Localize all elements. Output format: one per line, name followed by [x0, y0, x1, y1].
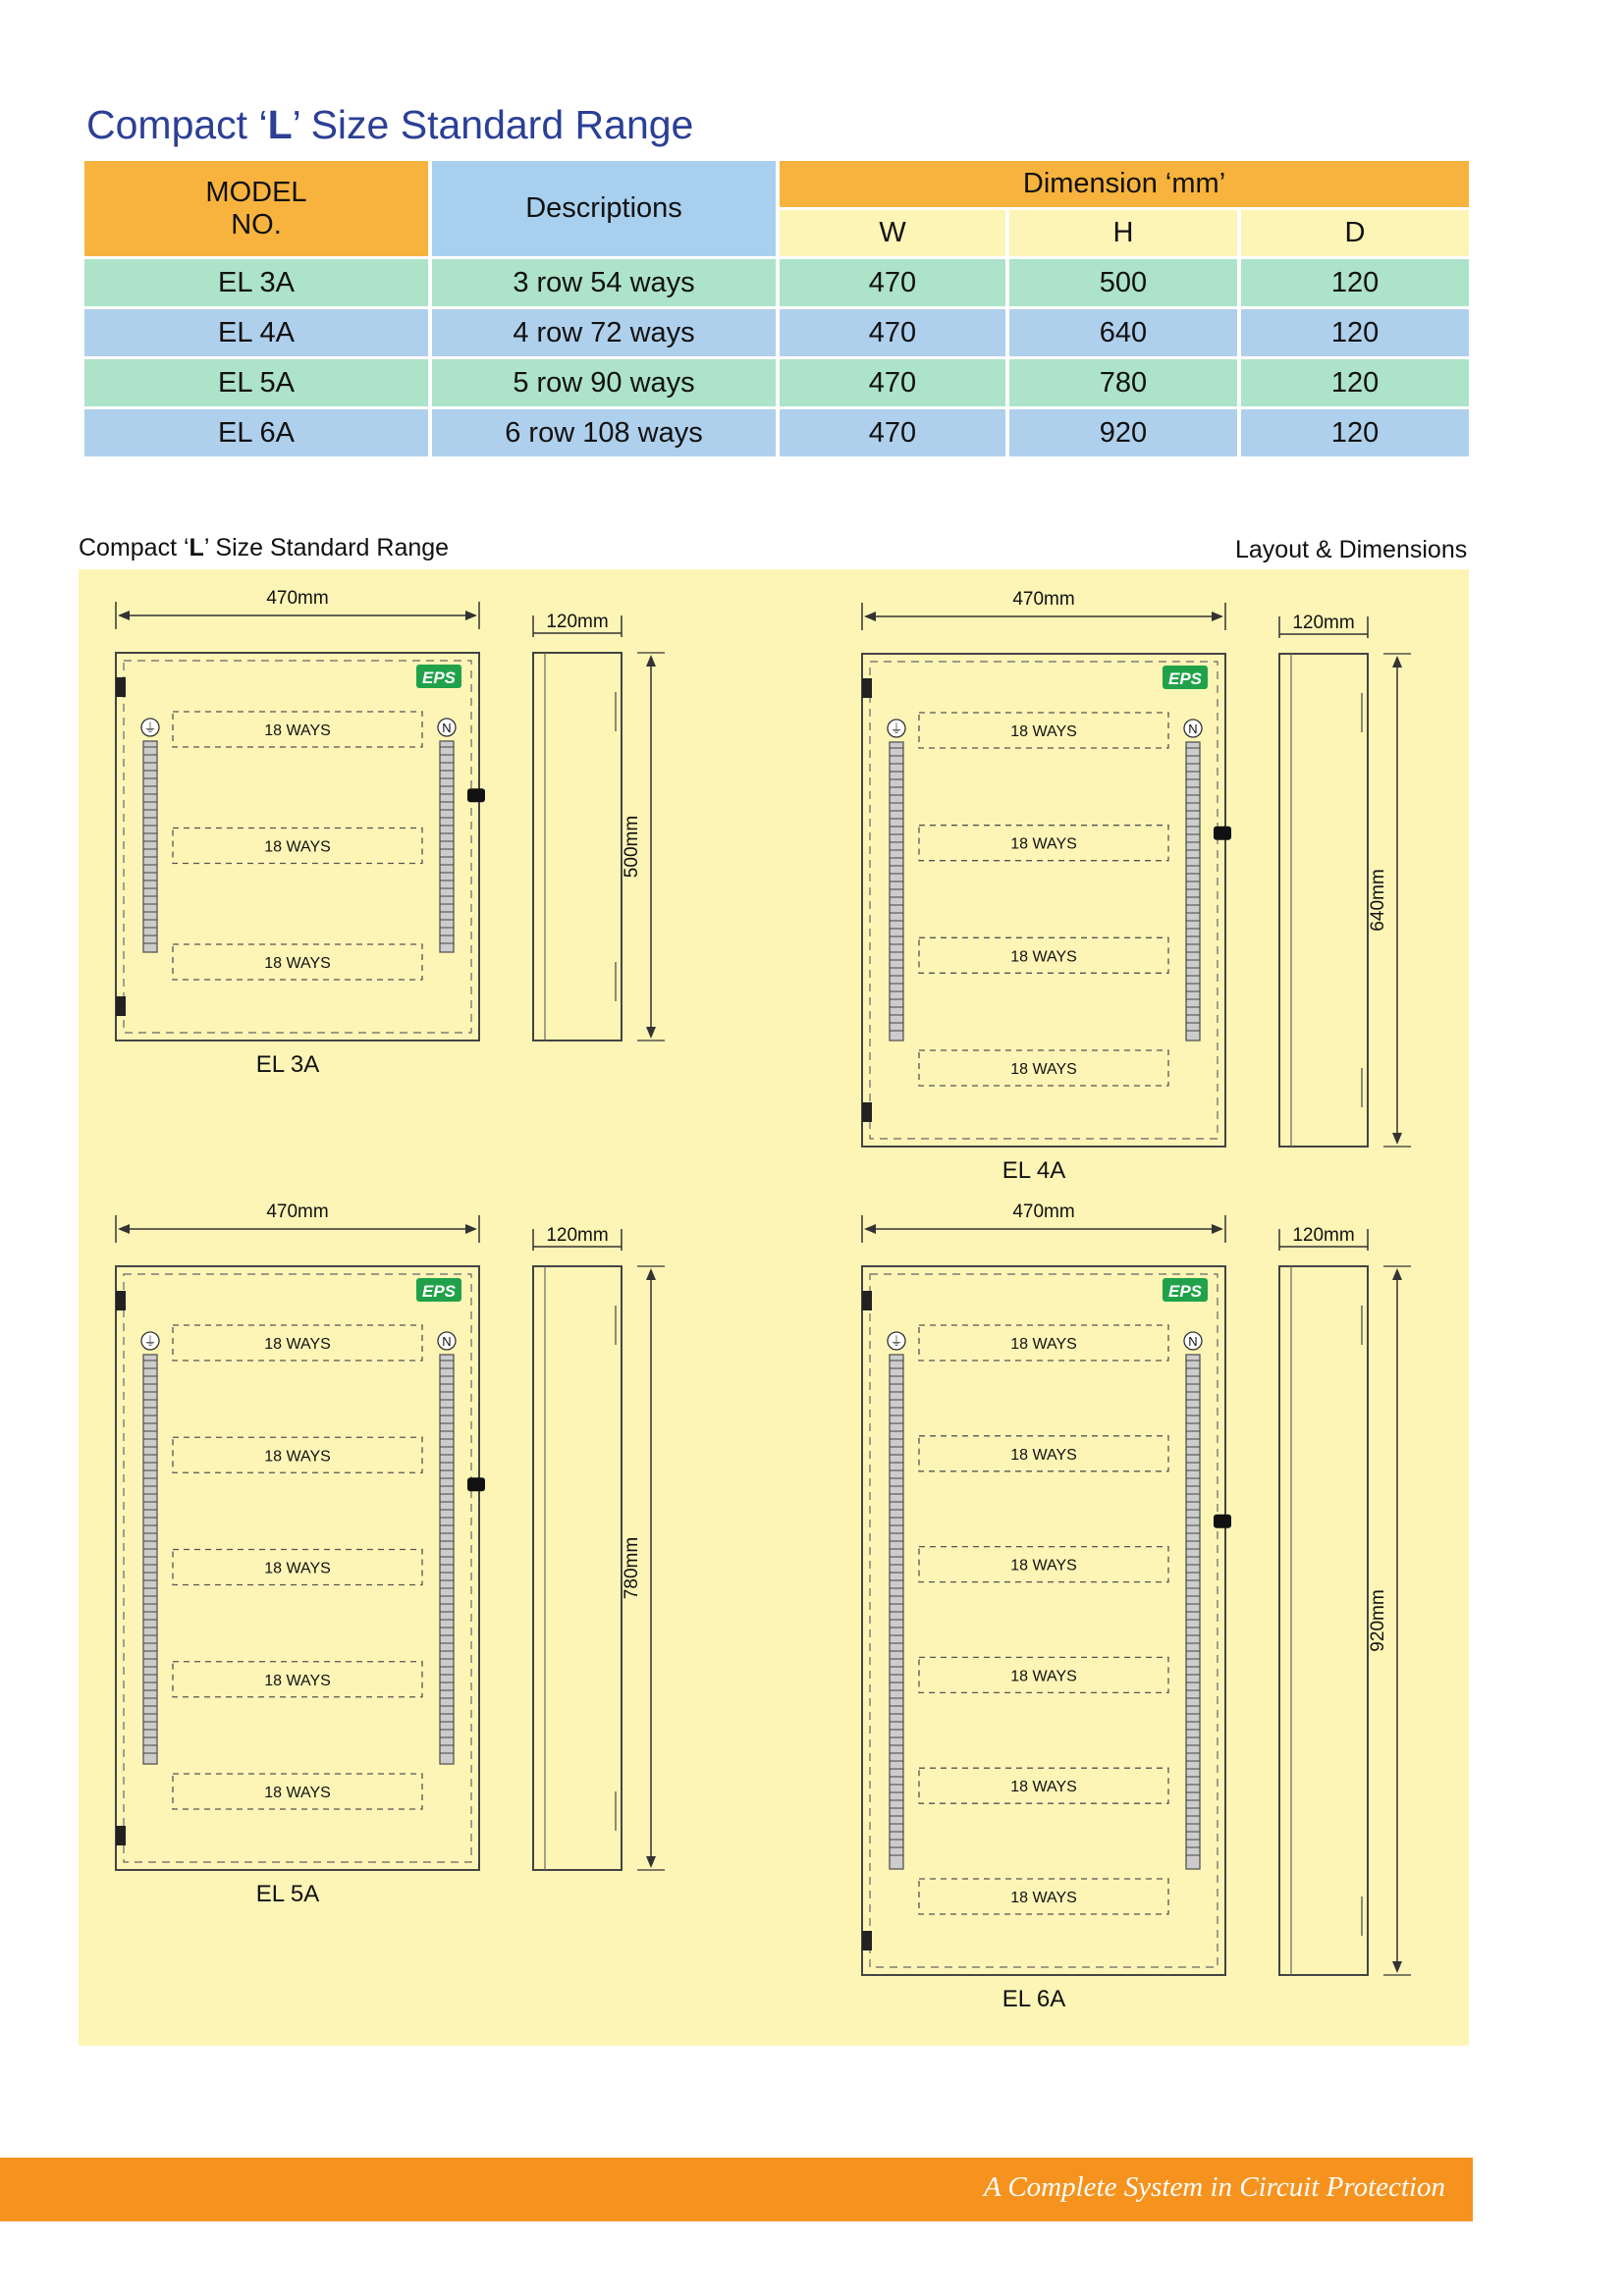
row-label: 18 WAYS [264, 1448, 331, 1466]
row-label: 18 WAYS [1010, 1668, 1077, 1685]
cell-w: 470 [780, 359, 1005, 406]
inner-frame [870, 1274, 1218, 1967]
drawing-el-3a [116, 588, 665, 1078]
row-label: 18 WAYS [1010, 1061, 1077, 1078]
row-label: 18 WAYS [264, 1336, 331, 1353]
cell-h: 500 [1009, 259, 1237, 306]
row-label: 18 WAYS [1010, 1446, 1077, 1464]
side-outline [533, 1266, 622, 1870]
side-outline [1279, 654, 1368, 1147]
hinge [116, 677, 126, 697]
drawing-el-4a [862, 589, 1411, 1184]
hinge [116, 1291, 126, 1310]
side-outline [1279, 1266, 1368, 1975]
arrow-head [646, 655, 656, 667]
header-model-line: MODEL [205, 176, 307, 208]
footer-tagline: A Complete System in Circuit Protection [983, 2171, 1445, 2203]
cell-d: 120 [1241, 309, 1469, 356]
side-view [533, 612, 665, 1041]
height-label: 500mm [622, 815, 642, 879]
cell-d: 120 [1241, 259, 1469, 306]
eps-logo [1163, 666, 1208, 689]
row-label: 18 WAYS [1010, 1779, 1077, 1796]
terminal-bar-body [440, 1355, 454, 1764]
table-row [84, 309, 1469, 356]
width-label: 470mm [266, 588, 329, 609]
row-label: 18 WAYS [264, 1672, 331, 1689]
arrow-head [1212, 1224, 1223, 1234]
arrow-head [646, 1027, 656, 1039]
model-label: EL 3A [255, 1051, 320, 1078]
hinge [116, 996, 126, 1016]
width-label: 470mm [1012, 589, 1075, 610]
row-label: 18 WAYS [1010, 1557, 1077, 1575]
side-view [533, 1225, 665, 1870]
header-w: W [780, 210, 1005, 256]
hinge [862, 1102, 872, 1122]
row-label: 18 WAYS [264, 838, 331, 856]
row-label: 18 WAYS [264, 955, 331, 972]
depth-label: 120mm [1292, 1225, 1355, 1246]
lock-icon [467, 1477, 485, 1491]
logo-text: EPS [1167, 669, 1203, 688]
model-label: EL 4A [1001, 1157, 1066, 1184]
earth-symbol: ⏚ [143, 721, 157, 735]
cell-model: EL 3A [84, 259, 428, 306]
table-row [84, 409, 1469, 456]
logo-text: EPS [421, 1282, 457, 1301]
neutral-symbol: N [1188, 721, 1198, 736]
row-label: 18 WAYS [264, 722, 331, 739]
header-model-no [84, 161, 428, 256]
hinge [862, 1291, 872, 1310]
cell-description: 6 row 108 ways [432, 409, 776, 456]
neutral-terminal-bar [1184, 720, 1202, 1041]
row-label: 18 WAYS [1010, 1336, 1077, 1353]
cell-model: EL 4A [84, 309, 428, 356]
section-caption [79, 534, 449, 562]
terminal-bar-body [143, 1355, 157, 1764]
cell-h: 920 [1009, 409, 1237, 456]
eps-logo [1163, 1278, 1208, 1302]
width-label: 470mm [266, 1201, 329, 1222]
earth-symbol: ⏚ [890, 1334, 903, 1349]
arrow-head [1392, 1268, 1402, 1280]
cell-h: 640 [1009, 309, 1237, 356]
arrow-head [118, 1224, 130, 1234]
specification-table [81, 158, 1473, 459]
earth-terminal-bar [888, 720, 905, 1041]
enclosure-outline [862, 1266, 1225, 1975]
hinge [862, 678, 872, 698]
earth-terminal-bar [141, 1332, 159, 1764]
arrow-head [1212, 612, 1223, 621]
neutral-terminal-bar [438, 719, 456, 952]
logo-text: EPS [421, 668, 457, 687]
table-row [84, 359, 1469, 406]
header-descriptions: Descriptions [432, 161, 776, 256]
earth-symbol: ⏚ [143, 1334, 157, 1349]
cell-description: 4 row 72 ways [432, 309, 776, 356]
lock-icon [1214, 827, 1231, 840]
eps-logo [416, 665, 461, 688]
depth-label: 120mm [546, 1225, 609, 1246]
footer-band [0, 2158, 1473, 2221]
hinge [116, 1826, 126, 1845]
title-bold-letter: L [267, 102, 293, 147]
arrow-head [646, 1856, 656, 1868]
page-title [86, 102, 693, 148]
model-label: EL 5A [255, 1881, 320, 1907]
layout-dimensions-label: Layout & Dimensions [1235, 536, 1468, 563]
title-part: ’ Size Standard Range [292, 102, 694, 147]
lock-icon [1214, 1515, 1231, 1528]
lock-icon [467, 788, 485, 802]
arrow-head [646, 1268, 656, 1280]
arrow-head [1392, 1961, 1402, 1973]
height-label: 780mm [622, 1536, 642, 1600]
side-view [1279, 613, 1411, 1147]
earth-symbol: ⏚ [890, 721, 903, 736]
drawing-area [79, 569, 1469, 2046]
arrow-head [1392, 656, 1402, 667]
cell-d: 120 [1241, 409, 1469, 456]
cell-model: EL 6A [84, 409, 428, 456]
logo-text: EPS [1167, 1282, 1203, 1301]
arrow-head [118, 611, 130, 620]
header-h: H [1009, 210, 1237, 256]
neutral-symbol: N [442, 1334, 452, 1349]
height-label: 920mm [1368, 1589, 1388, 1652]
hinge [862, 1931, 872, 1950]
side-view [1279, 1225, 1411, 1975]
terminal-bar-body [143, 741, 157, 952]
depth-label: 120mm [546, 612, 609, 632]
row-label: 18 WAYS [264, 1785, 331, 1801]
arrow-head [864, 612, 876, 621]
drawing-el-5a [116, 1201, 665, 1907]
neutral-terminal-bar [438, 1332, 456, 1764]
arrow-head [864, 1224, 876, 1234]
earth-terminal-bar [141, 719, 159, 952]
neutral-terminal-bar [1184, 1332, 1202, 1869]
height-label: 640mm [1368, 869, 1388, 932]
header-model-line: NO. [231, 208, 282, 240]
cell-model: EL 5A [84, 359, 428, 406]
cell-w: 470 [780, 409, 1005, 456]
earth-terminal-bar [888, 1332, 905, 1869]
eps-logo [416, 1278, 461, 1302]
cell-w: 470 [780, 309, 1005, 356]
side-outline [533, 653, 622, 1041]
header-dimension: Dimension ‘mm’ [780, 161, 1469, 207]
cell-description: 5 row 90 ways [432, 359, 776, 406]
width-label: 470mm [1012, 1201, 1075, 1222]
caption-bold-letter: L [189, 534, 204, 561]
neutral-symbol: N [1188, 1334, 1198, 1349]
title-part: Compact ‘ [86, 102, 268, 147]
cell-w: 470 [780, 259, 1005, 306]
row-label: 18 WAYS [264, 1560, 331, 1577]
arrow-head [1392, 1133, 1402, 1145]
row-label: 18 WAYS [1010, 835, 1077, 853]
cell-description: 3 row 54 ways [432, 259, 776, 306]
arrow-head [465, 611, 477, 620]
cell-d: 120 [1241, 359, 1469, 406]
row-label: 18 WAYS [1010, 723, 1077, 740]
header-d: D [1241, 210, 1469, 256]
caption-part: Compact ‘ [79, 534, 189, 561]
depth-label: 120mm [1292, 613, 1355, 633]
row-label: 18 WAYS [1010, 948, 1077, 966]
neutral-symbol: N [442, 721, 452, 735]
arrow-head [465, 1224, 477, 1234]
layout-drawings [79, 569, 1469, 2046]
model-label: EL 6A [1001, 1986, 1066, 2012]
terminal-bar-body [440, 741, 454, 952]
caption-part: ’ Size Standard Range [203, 534, 450, 561]
row-label: 18 WAYS [1010, 1890, 1077, 1906]
drawing-el-6a [862, 1201, 1411, 2012]
table-row [84, 259, 1469, 306]
cell-h: 780 [1009, 359, 1237, 406]
